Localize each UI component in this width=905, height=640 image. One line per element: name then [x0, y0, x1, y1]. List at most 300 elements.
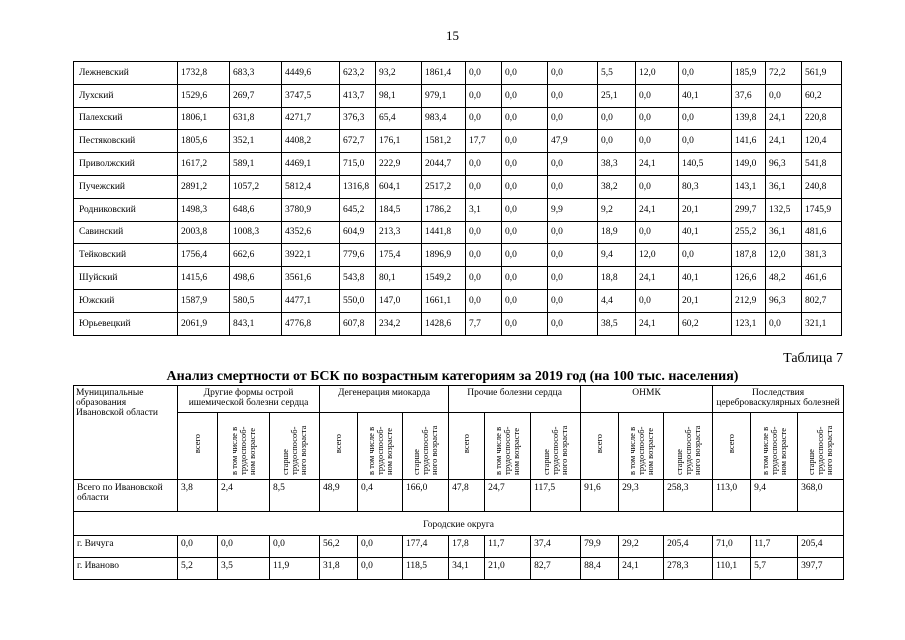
subheader-label: в том числе в трудоспособ-ном возрасте [626, 426, 655, 475]
value-cell: 0,0 [548, 289, 598, 312]
subheader-cell [751, 412, 798, 479]
value-cell: 0,0 [466, 221, 502, 244]
value-cell: 1587,9 [178, 289, 230, 312]
value-cell: 1581,2 [422, 130, 466, 153]
value-cell: 143,1 [732, 175, 766, 198]
value-cell: 47,8 [449, 479, 485, 511]
page-number: 15 [446, 28, 459, 43]
value-cell: 176,1 [376, 130, 422, 153]
value-cell: 12,0 [766, 244, 802, 267]
value-cell: 779,6 [340, 244, 376, 267]
value-cell: 9,4 [751, 479, 798, 511]
value-cell: 1861,4 [422, 62, 466, 85]
subheader-cell [403, 412, 449, 479]
subheader-label: старше трудоспособ-ного возраста [280, 425, 308, 475]
value-cell: 3,8 [178, 479, 218, 511]
value-cell: 0,0 [466, 289, 502, 312]
subheader-label: всего [726, 434, 737, 454]
value-cell: 82,7 [531, 557, 581, 579]
value-cell: 0,0 [502, 267, 548, 290]
value-cell: 381,3 [802, 244, 842, 267]
row-label-cell: г. Иваново [74, 557, 178, 579]
value-cell: 321,1 [802, 312, 842, 335]
value-cell: 0,0 [548, 107, 598, 130]
subheader-row [74, 412, 844, 479]
subheader-label: всего [192, 434, 203, 454]
value-cell: 0,0 [636, 130, 679, 153]
row-label-cell: Лежневский [74, 62, 178, 85]
value-cell: 0,0 [502, 244, 548, 267]
value-cell: 0,0 [679, 244, 732, 267]
group-header: Дегенерация миокарда [320, 386, 449, 413]
value-cell: 607,8 [340, 312, 376, 335]
value-cell: 29,3 [619, 479, 664, 511]
value-cell: 24,1 [636, 153, 679, 176]
value-cell: 5,7 [751, 557, 798, 579]
value-cell: 4271,7 [282, 107, 340, 130]
value-cell: 541,8 [802, 153, 842, 176]
value-cell: 1805,6 [178, 130, 230, 153]
value-cell: 185,9 [732, 62, 766, 85]
value-cell: 0,0 [766, 312, 802, 335]
value-cell: 278,3 [664, 557, 713, 579]
value-cell: 802,7 [802, 289, 842, 312]
value-cell: 17,7 [466, 130, 502, 153]
table-row [74, 62, 842, 85]
value-cell: 397,7 [798, 557, 844, 579]
value-cell: 0,0 [548, 267, 598, 290]
value-cell: 3747,5 [282, 84, 340, 107]
value-cell: 149,0 [732, 153, 766, 176]
value-cell: 1617,2 [178, 153, 230, 176]
table-row [74, 198, 842, 221]
value-cell: 4776,8 [282, 312, 340, 335]
subheader-label: старше трудоспособ-ного возраста [411, 425, 439, 475]
table-row [74, 175, 842, 198]
value-cell: 0,0 [679, 130, 732, 153]
value-cell: 240,8 [802, 175, 842, 198]
value-cell: 0,0 [766, 84, 802, 107]
value-cell: 662,6 [230, 244, 282, 267]
value-cell: 38,5 [598, 312, 636, 335]
value-cell: 177,4 [403, 535, 449, 557]
value-cell: 3780,9 [282, 198, 340, 221]
subheader-label: старше трудоспособ-ного возраста [541, 425, 570, 475]
mortality-by-age-table [73, 385, 844, 580]
value-cell: 3561,6 [282, 267, 340, 290]
value-cell: 110,1 [713, 557, 751, 579]
value-cell: 715,0 [340, 153, 376, 176]
value-cell: 299,7 [732, 198, 766, 221]
subheader-label: всего [333, 434, 344, 454]
subheader-cell [619, 412, 664, 479]
value-cell: 1441,8 [422, 221, 466, 244]
table-row [74, 557, 844, 579]
value-cell: 37,4 [531, 535, 581, 557]
value-cell: 18,9 [598, 221, 636, 244]
value-cell: 648,6 [230, 198, 282, 221]
value-cell: 0,0 [466, 244, 502, 267]
value-cell: 93,2 [376, 62, 422, 85]
value-cell: 1316,8 [340, 175, 376, 198]
value-cell: 24,1 [766, 107, 802, 130]
value-cell: 2891,2 [178, 175, 230, 198]
subheader-cell [485, 412, 531, 479]
value-cell: 222,9 [376, 153, 422, 176]
value-cell: 1415,6 [178, 267, 230, 290]
subheader-cell [320, 412, 358, 479]
value-cell: 38,3 [598, 153, 636, 176]
value-cell: 0,0 [636, 175, 679, 198]
subheader-cell [358, 412, 403, 479]
value-cell: 0,0 [358, 535, 403, 557]
value-cell: 0,0 [502, 153, 548, 176]
value-cell: 65,4 [376, 107, 422, 130]
subheader-label: всего [594, 434, 605, 454]
value-cell: 175,4 [376, 244, 422, 267]
value-cell: 0,0 [598, 130, 636, 153]
value-cell: 580,5 [230, 289, 282, 312]
value-cell: 672,7 [340, 130, 376, 153]
value-cell: 126,6 [732, 267, 766, 290]
value-cell: 0,0 [218, 535, 270, 557]
row-label-cell: Пучежский [74, 175, 178, 198]
value-cell: 20,1 [679, 198, 732, 221]
mortality-table-continued [73, 61, 842, 336]
row-label-cell: Лухский [74, 84, 178, 107]
value-cell: 255,2 [732, 221, 766, 244]
value-cell: 7,7 [466, 312, 502, 335]
value-cell: 29,2 [619, 535, 664, 557]
value-cell: 0,0 [502, 198, 548, 221]
value-cell: 140,5 [679, 153, 732, 176]
value-cell: 2003,8 [178, 221, 230, 244]
value-cell: 24,1 [619, 557, 664, 579]
value-cell: 481,6 [802, 221, 842, 244]
group-header: Последствия цереброваскулярных болезней [713, 386, 844, 413]
value-cell: 683,3 [230, 62, 282, 85]
subheader-cell [218, 412, 270, 479]
value-cell: 80,1 [376, 267, 422, 290]
subheader-label: в том числе в трудоспособ-ном возрасте [229, 426, 257, 475]
value-cell: 91,6 [581, 479, 619, 511]
value-cell: 0,0 [466, 153, 502, 176]
value-cell: 0,0 [358, 557, 403, 579]
value-cell: 141,6 [732, 130, 766, 153]
value-cell: 37,6 [732, 84, 766, 107]
subheader-cell [798, 412, 844, 479]
value-cell: 11,7 [751, 535, 798, 557]
value-cell: 0,0 [502, 84, 548, 107]
value-cell: 117,5 [531, 479, 581, 511]
value-cell: 184,5 [376, 198, 422, 221]
value-cell: 4477,1 [282, 289, 340, 312]
subheader-cell [664, 412, 713, 479]
row-label-cell: Приволжский [74, 153, 178, 176]
value-cell: 11,9 [270, 557, 320, 579]
value-cell: 36,1 [766, 221, 802, 244]
value-cell: 4449,6 [282, 62, 340, 85]
value-cell: 79,9 [581, 535, 619, 557]
value-cell: 5,2 [178, 557, 218, 579]
value-cell: 0,0 [502, 175, 548, 198]
value-cell: 1786,2 [422, 198, 466, 221]
value-cell: 843,1 [230, 312, 282, 335]
value-cell: 604,9 [340, 221, 376, 244]
subheader-label: в том числе в трудоспособ-ном возрасте [493, 426, 522, 475]
value-cell: 98,1 [376, 84, 422, 107]
subheader-label: всего [461, 434, 472, 454]
value-cell: 113,0 [713, 479, 751, 511]
value-cell: 24,7 [485, 479, 531, 511]
value-cell: 1428,6 [422, 312, 466, 335]
value-cell: 71,0 [713, 535, 751, 557]
value-cell: 1806,1 [178, 107, 230, 130]
value-cell: 36,1 [766, 175, 802, 198]
value-cell: 5812,4 [282, 175, 340, 198]
value-cell: 60,2 [802, 84, 842, 107]
value-cell: 0,0 [636, 289, 679, 312]
value-cell: 0,0 [502, 107, 548, 130]
value-cell: 18,8 [598, 267, 636, 290]
value-cell: 1549,2 [422, 267, 466, 290]
value-cell: 220,8 [802, 107, 842, 130]
value-cell: 120,4 [802, 130, 842, 153]
value-cell: 1745,9 [802, 198, 842, 221]
value-cell: 212,9 [732, 289, 766, 312]
value-cell: 0,0 [636, 107, 679, 130]
row-label-cell: Тейковский [74, 244, 178, 267]
value-cell: 213,3 [376, 221, 422, 244]
value-cell: 72,2 [766, 62, 802, 85]
value-cell: 3922,1 [282, 244, 340, 267]
row-label-cell: Пестяковский [74, 130, 178, 153]
row-label-cell: Шуйский [74, 267, 178, 290]
value-cell: 979,1 [422, 84, 466, 107]
value-cell: 8,5 [270, 479, 320, 511]
value-cell: 40,1 [679, 221, 732, 244]
value-cell: 123,1 [732, 312, 766, 335]
value-cell: 376,3 [340, 107, 376, 130]
section-row [74, 511, 844, 535]
value-cell: 34,1 [449, 557, 485, 579]
row-label-cell: Родниковский [74, 198, 178, 221]
value-cell: 2,4 [218, 479, 270, 511]
value-cell: 0,0 [466, 175, 502, 198]
value-cell: 1732,8 [178, 62, 230, 85]
value-cell: 56,2 [320, 535, 358, 557]
value-cell: 20,1 [679, 289, 732, 312]
value-cell: 166,0 [403, 479, 449, 511]
value-cell: 0,0 [679, 62, 732, 85]
subheader-cell [713, 412, 751, 479]
value-cell: 9,2 [598, 198, 636, 221]
value-cell: 0,0 [502, 221, 548, 244]
value-cell: 1756,4 [178, 244, 230, 267]
subheader-cell [270, 412, 320, 479]
value-cell: 1498,3 [178, 198, 230, 221]
value-cell: 368,0 [798, 479, 844, 511]
value-cell: 0,0 [270, 535, 320, 557]
subheader-label: в том числе в трудоспособ-ном возрасте [759, 426, 788, 475]
table-row [74, 84, 842, 107]
value-cell: 0,4 [358, 479, 403, 511]
value-cell: 5,5 [598, 62, 636, 85]
value-cell: 80,3 [679, 175, 732, 198]
value-cell: 38,2 [598, 175, 636, 198]
value-cell: 4352,6 [282, 221, 340, 244]
table-row [74, 535, 844, 557]
value-cell: 0,0 [548, 221, 598, 244]
value-cell: 1661,1 [422, 289, 466, 312]
value-cell: 0,0 [548, 62, 598, 85]
table-row [74, 130, 842, 153]
row-label-cell: Юрьевецкий [74, 312, 178, 335]
group-header: Другие формы острой ишемической болезни сердца [178, 386, 320, 413]
group-header: ОНМК [581, 386, 713, 413]
value-cell: 0,0 [502, 62, 548, 85]
value-cell: 48,9 [320, 479, 358, 511]
table-row [74, 289, 842, 312]
value-cell: 0,0 [466, 267, 502, 290]
value-cell: 40,1 [679, 267, 732, 290]
value-cell: 31,8 [320, 557, 358, 579]
value-cell: 0,0 [502, 130, 548, 153]
value-cell: 1896,9 [422, 244, 466, 267]
value-cell: 12,0 [636, 244, 679, 267]
subheader-label: старше трудоспособ-ного возраста [673, 425, 702, 475]
subheader-cell [449, 412, 485, 479]
value-cell: 0,0 [466, 84, 502, 107]
value-cell: 3,5 [218, 557, 270, 579]
group-header-row [74, 386, 844, 413]
value-cell: 47,9 [548, 130, 598, 153]
value-cell: 461,6 [802, 267, 842, 290]
value-cell: 0,0 [548, 153, 598, 176]
value-cell: 645,2 [340, 198, 376, 221]
value-cell: 147,0 [376, 289, 422, 312]
value-cell: 550,0 [340, 289, 376, 312]
value-cell: 1008,3 [230, 221, 282, 244]
value-cell: 234,2 [376, 312, 422, 335]
table-label: Таблица 7 [783, 351, 843, 366]
value-cell: 0,0 [548, 244, 598, 267]
group-header: Прочие болезни сердца [449, 386, 581, 413]
value-cell: 623,2 [340, 62, 376, 85]
table-row [74, 221, 842, 244]
subheader-label: в том числе в трудоспособ-ном возрасте [365, 426, 394, 475]
value-cell: 48,2 [766, 267, 802, 290]
value-cell: 9,9 [548, 198, 598, 221]
value-cell: 543,8 [340, 267, 376, 290]
value-cell: 269,7 [230, 84, 282, 107]
value-cell: 132,5 [766, 198, 802, 221]
value-cell: 24,1 [636, 312, 679, 335]
municipality-header: Муниципальные образования Ивановской области [74, 386, 178, 480]
table-row [74, 107, 842, 130]
value-cell: 589,1 [230, 153, 282, 176]
value-cell: 1057,2 [230, 175, 282, 198]
row-label-cell: Палехский [74, 107, 178, 130]
value-cell: 9,4 [598, 244, 636, 267]
row-label-cell: Савинский [74, 221, 178, 244]
value-cell: 205,4 [798, 535, 844, 557]
value-cell: 139,8 [732, 107, 766, 130]
subheader-cell [178, 412, 218, 479]
value-cell: 11,7 [485, 535, 531, 557]
value-cell: 498,6 [230, 267, 282, 290]
value-cell: 96,3 [766, 289, 802, 312]
value-cell: 40,1 [679, 84, 732, 107]
section-label: Городские округа [74, 511, 844, 535]
value-cell: 60,2 [679, 312, 732, 335]
value-cell: 0,0 [502, 312, 548, 335]
value-cell: 631,8 [230, 107, 282, 130]
value-cell: 24,1 [766, 130, 802, 153]
table-row [74, 153, 842, 176]
value-cell: 413,7 [340, 84, 376, 107]
value-cell: 0,0 [466, 107, 502, 130]
value-cell: 2061,9 [178, 312, 230, 335]
value-cell: 4408,2 [282, 130, 340, 153]
value-cell: 187,8 [732, 244, 766, 267]
table-title: Анализ смертности от БСК по возрастным категориям за 2019 год (на 100 тыс. населения) [166, 369, 739, 384]
value-cell: 561,9 [802, 62, 842, 85]
value-cell: 0,0 [548, 175, 598, 198]
value-cell: 17,8 [449, 535, 485, 557]
value-cell: 21,0 [485, 557, 531, 579]
row-label-cell: г. Вичуга [74, 535, 178, 557]
subheader-label: старше трудоспособ-ного возраста [806, 425, 835, 475]
value-cell: 4469,1 [282, 153, 340, 176]
value-cell: 0,0 [178, 535, 218, 557]
value-cell: 352,1 [230, 130, 282, 153]
value-cell: 205,4 [664, 535, 713, 557]
row-label-cell: Всего по Ивановской области [74, 479, 178, 511]
table-row [74, 244, 842, 267]
value-cell: 12,0 [636, 62, 679, 85]
value-cell: 0,0 [466, 62, 502, 85]
value-cell: 0,0 [548, 84, 598, 107]
value-cell: 1529,6 [178, 84, 230, 107]
value-cell: 96,3 [766, 153, 802, 176]
value-cell: 0,0 [502, 289, 548, 312]
value-cell: 258,3 [664, 479, 713, 511]
value-cell: 0,0 [548, 312, 598, 335]
value-cell: 2517,2 [422, 175, 466, 198]
table-row [74, 267, 842, 290]
value-cell: 25,1 [598, 84, 636, 107]
value-cell: 0,0 [636, 84, 679, 107]
total-row [74, 479, 844, 511]
value-cell: 24,1 [636, 198, 679, 221]
value-cell: 2044,7 [422, 153, 466, 176]
value-cell: 983,4 [422, 107, 466, 130]
subheader-cell [531, 412, 581, 479]
value-cell: 24,1 [636, 267, 679, 290]
value-cell: 3,1 [466, 198, 502, 221]
value-cell: 0,0 [679, 107, 732, 130]
value-cell: 604,1 [376, 175, 422, 198]
value-cell: 0,0 [598, 107, 636, 130]
value-cell: 0,0 [636, 221, 679, 244]
row-label-cell: Южский [74, 289, 178, 312]
subheader-cell [581, 412, 619, 479]
value-cell: 4,4 [598, 289, 636, 312]
value-cell: 118,5 [403, 557, 449, 579]
value-cell: 88,4 [581, 557, 619, 579]
table-row [74, 312, 842, 335]
